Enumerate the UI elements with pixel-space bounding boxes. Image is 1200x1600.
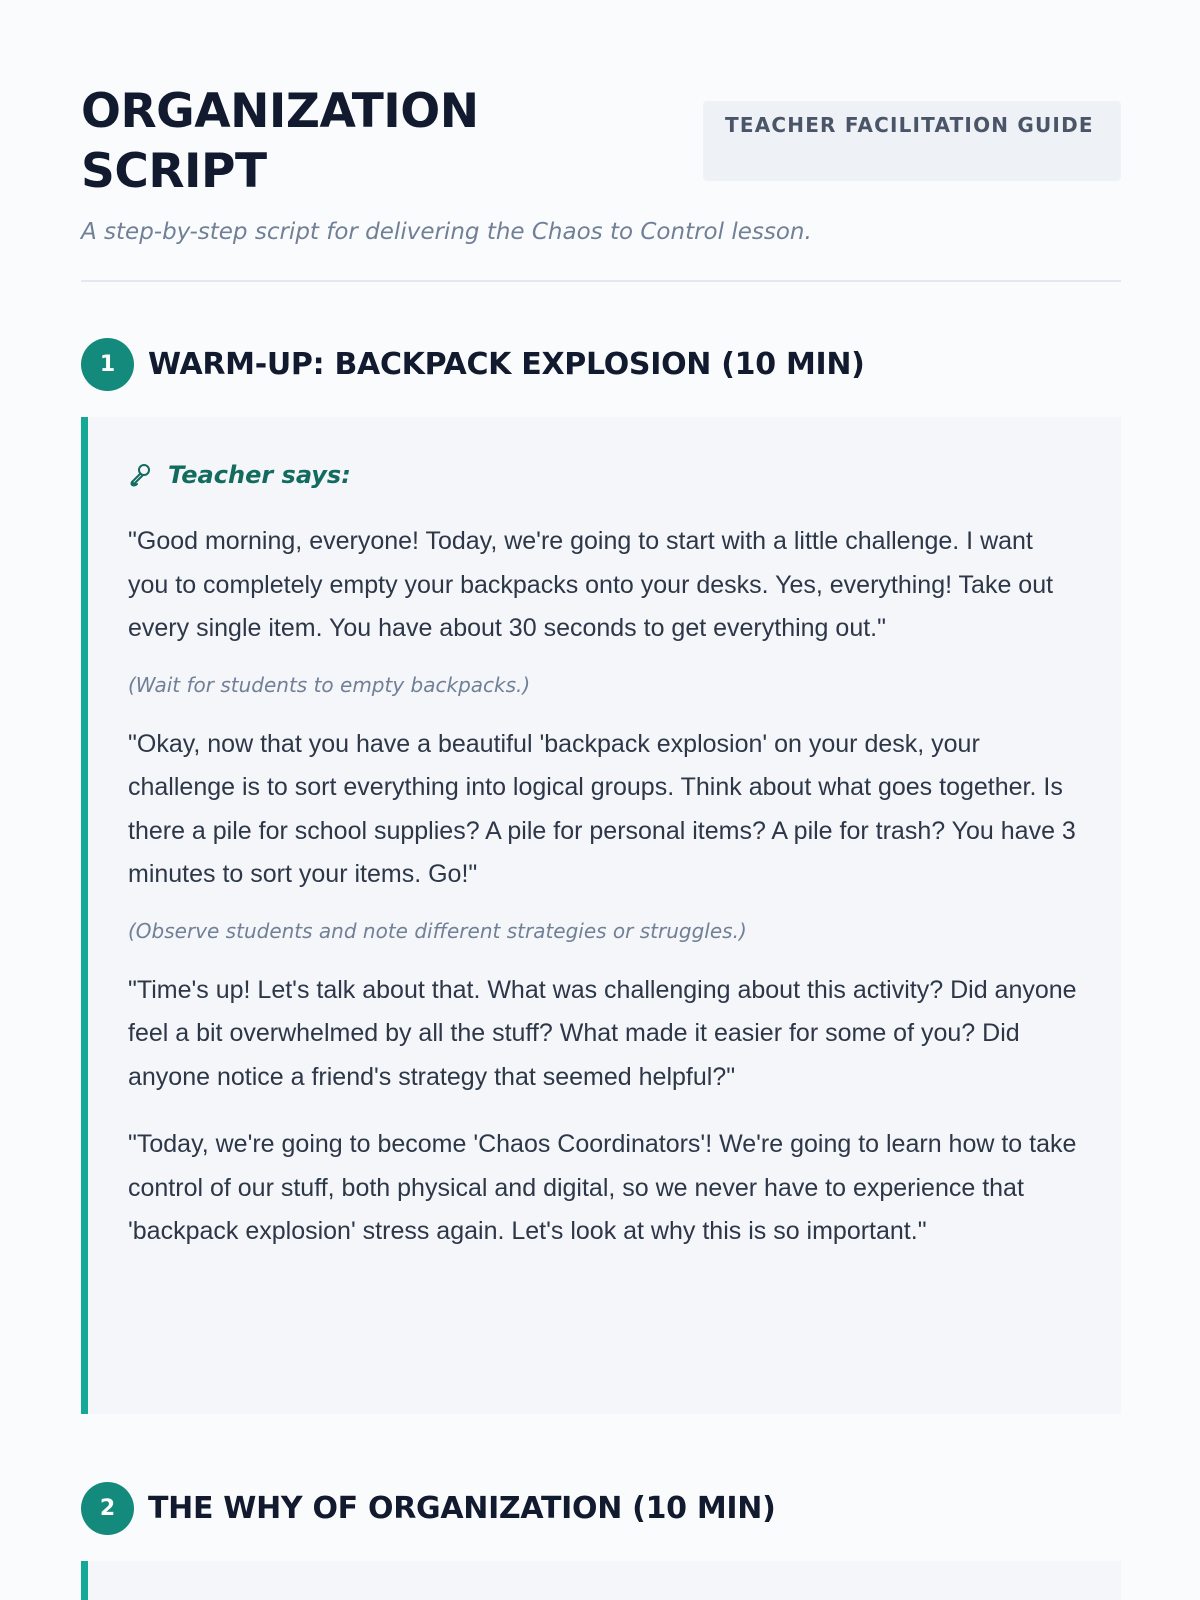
step-number-badge: 1 bbox=[81, 338, 134, 391]
step-number-badge: 2 bbox=[81, 1482, 134, 1535]
script-line: "Okay, now that you have a beautiful 'backpack explosion' on your desk, your challenge is to sort everything into logical groups. Think about what goes together. Is there a pile for school supplies? A pile for personal items? A pile for trash? You have 3 minutes to sort your items. Go!" bbox=[128, 729, 1076, 888]
teacher-script-card bbox=[81, 417, 1121, 1414]
teacher-says-row bbox=[128, 457, 1078, 493]
script-line: "Time's up! Let's talk about that. What was challenging about this activity? Did anyone feel a bit overwhelmed by all the stuff? What made it easier for some of you? Did anyone notice a friend's strategy that seemed helpful?" bbox=[128, 975, 1077, 1091]
stage-direction: (Observe students and note different strategies or struggles.) bbox=[128, 918, 747, 943]
section-title: THE WHY OF ORGANIZATION (10 MIN) bbox=[148, 1491, 776, 1526]
script-line: "Good morning, everyone! Today, we're going to start with a little challenge. I want you to completely empty your backpacks onto your desks. Yes, everything! Take out every single item. You have about 30 seconds to get everything out." bbox=[128, 527, 1054, 642]
header-divider bbox=[81, 280, 1121, 282]
section-heading-why bbox=[81, 1482, 1121, 1536]
document-title: ORGANIZATION SCRIPT bbox=[81, 84, 479, 199]
guide-badge: TEACHER FACILITATION GUIDE bbox=[703, 101, 1121, 181]
script-line: "Today, we're going to become 'Chaos Coordinators'! We're going to learn how to take control of our stuff, both physical and digital, so we never have to experience that 'backpack explosion' stress again. Let's look at why this is so important." bbox=[128, 1130, 1077, 1245]
stage-direction: (Wait for students to empty backpacks.) bbox=[128, 672, 531, 697]
section-title: WARM-UP: BACKPACK EXPLOSION (10 MIN) bbox=[148, 347, 865, 382]
script-page bbox=[81, 0, 1121, 1600]
script-card-content bbox=[128, 457, 1078, 1272]
document-header bbox=[81, 82, 1121, 202]
section-heading-warm-up bbox=[81, 338, 1121, 392]
teacher-script-card bbox=[81, 1561, 1121, 1600]
teacher-says-label: Teacher says: bbox=[168, 461, 351, 489]
microphone-icon bbox=[128, 462, 154, 488]
document-subtitle: A step-by-step script for delivering the Chaos to Control lesson. bbox=[81, 219, 812, 245]
